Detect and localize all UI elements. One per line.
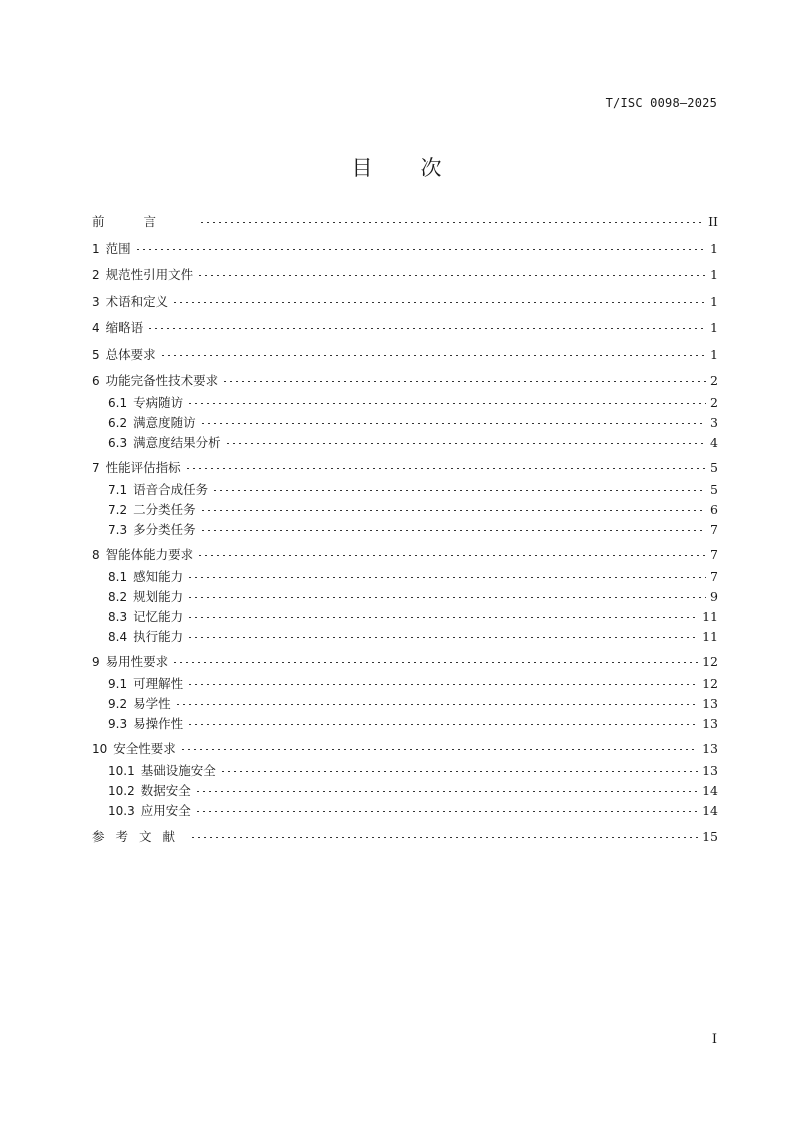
dot-leader (175, 704, 698, 705)
toc-entry[interactable] (108, 521, 718, 539)
toc-entry[interactable] (108, 715, 718, 733)
toc-entry[interactable] (92, 828, 718, 846)
toc-entry-page: 1 (710, 241, 718, 256)
dot-leader (135, 249, 706, 250)
toc-entry-label: 易操作性 (133, 716, 184, 731)
dot-leader (187, 597, 706, 598)
toc-entry[interactable] (92, 346, 718, 364)
toc-entry[interactable] (92, 372, 718, 390)
toc-entry[interactable] (108, 414, 718, 432)
toc-entry[interactable] (92, 459, 718, 477)
toc-entry-label: 应用安全 (140, 803, 191, 818)
dot-leader (195, 791, 698, 792)
toc-entry-page: 14 (702, 783, 718, 798)
toc-entry-number: 10.3 (108, 804, 135, 818)
toc-entry-number: 7 (92, 461, 100, 475)
toc-entry-number: 6 (92, 374, 100, 388)
toc-entry-page: 3 (710, 415, 718, 430)
dot-leader (190, 837, 698, 838)
toc-entry[interactable] (108, 394, 718, 412)
dot-leader (180, 749, 698, 750)
toc-entry[interactable] (108, 568, 718, 586)
toc-entry-number: 4 (92, 321, 100, 335)
toc-entry[interactable] (92, 266, 718, 284)
toc-entry-page: 1 (710, 267, 718, 282)
toc-entry-page: 4 (710, 435, 718, 450)
toc-entry-number: 6.1 (108, 396, 128, 410)
toc-entry-label: 总体要求 (105, 347, 156, 362)
toc-entry[interactable] (108, 675, 718, 693)
toc-entry-label: 功能完备性技术要求 (105, 373, 219, 388)
toc-entry-label: 满意度结果分析 (133, 435, 221, 450)
dot-leader (200, 530, 706, 531)
dot-leader (187, 684, 698, 685)
toc-entry-page: II (708, 214, 718, 229)
dot-leader (200, 510, 706, 511)
toc-entry-page: 7 (710, 547, 718, 562)
dot-leader (187, 637, 698, 638)
toc-entry-page: 12 (702, 654, 718, 669)
dot-leader (187, 617, 698, 618)
toc-entry-label: 二分类任务 (133, 502, 196, 517)
title-char-2: 次 (420, 156, 442, 180)
toc-entry[interactable] (108, 481, 718, 499)
toc-entry-number: 9.1 (108, 677, 128, 691)
toc-entry-number: 8.4 (108, 630, 128, 644)
toc-entry[interactable] (108, 628, 718, 646)
toc-entry-page: 5 (710, 460, 718, 475)
toc-entry[interactable] (92, 653, 718, 671)
toc-entry-page: 13 (702, 741, 718, 756)
toc-entry[interactable] (108, 802, 718, 820)
toc-entry-number: 8 (92, 548, 100, 562)
toc-entry-number: 10.1 (108, 764, 135, 778)
toc-entry-page: 13 (702, 716, 718, 731)
toc-entry[interactable] (92, 240, 718, 258)
toc-entry[interactable] (92, 293, 718, 311)
toc-entry-number: 6.3 (108, 436, 128, 450)
toc-entry-number: 7.3 (108, 523, 128, 537)
toc-entry-label: 记忆能力 (133, 609, 184, 624)
dot-leader (225, 443, 706, 444)
toc-entry-page: 9 (710, 589, 718, 604)
dot-leader (187, 577, 706, 578)
toc-entry-page: 7 (710, 569, 718, 584)
dot-leader (197, 275, 706, 276)
dot-leader (212, 490, 706, 491)
toc-entry-number: 8.3 (108, 610, 128, 624)
toc-entry[interactable] (108, 501, 718, 519)
toc-entry-label: 缩略语 (105, 320, 144, 335)
toc-entry-label: 多分类任务 (133, 522, 196, 537)
toc-entry-number: 9.3 (108, 717, 128, 731)
toc-entry-page: 7 (710, 522, 718, 537)
page-number: I (711, 1032, 717, 1047)
toc-entry[interactable] (108, 588, 718, 606)
toc-entry-number: 8.2 (108, 590, 128, 604)
dot-leader (195, 811, 698, 812)
toc-entry-label: 满意度随访 (133, 415, 196, 430)
document-code: T/ISC 0098—2025 (605, 96, 717, 110)
toc-entry-label: 规划能力 (133, 589, 184, 604)
dot-leader (222, 381, 706, 382)
toc-entry-number: 8.1 (108, 570, 128, 584)
toc-entry-number: 1 (92, 242, 100, 256)
toc-entry[interactable] (108, 608, 718, 626)
toc-entry-page: 12 (702, 676, 718, 691)
toc-entry-page: 5 (710, 482, 718, 497)
toc-entry[interactable] (92, 213, 718, 231)
toc-entry[interactable] (92, 546, 718, 564)
toc-entry-page: 2 (710, 395, 718, 410)
dot-leader (172, 302, 706, 303)
toc-entry[interactable] (92, 740, 718, 758)
dot-leader (160, 355, 706, 356)
toc-entry-label: 执行能力 (133, 629, 184, 644)
toc-entry-page: 14 (702, 803, 718, 818)
toc-entry-number: 3 (92, 295, 100, 309)
toc-entry-page: 1 (710, 294, 718, 309)
toc-entry-page: 13 (702, 763, 718, 778)
toc-entry-page: 11 (702, 609, 718, 624)
dot-leader (185, 468, 706, 469)
title-char-1: 目 (351, 156, 373, 180)
toc-entry-page: 13 (702, 696, 718, 711)
toc-entry-number: 9 (92, 655, 100, 669)
dot-leader (172, 662, 698, 663)
toc-entry-label: 易学性 (133, 696, 171, 711)
dot-leader (199, 222, 704, 223)
toc-entry-label: 数据安全 (140, 783, 191, 798)
toc-entry-number: 2 (92, 268, 100, 282)
toc-entry-label: 安全性要求 (113, 741, 176, 756)
toc-entry-label: 专病随访 (133, 395, 184, 410)
toc-entry-label: 前言 (92, 214, 196, 229)
toc-entry[interactable] (108, 434, 718, 452)
toc-entry-label: 语音合成任务 (133, 482, 209, 497)
toc-entry-page: 15 (702, 829, 718, 844)
toc-entry-page: 11 (702, 629, 718, 644)
toc-entry[interactable] (108, 762, 718, 780)
toc-entry[interactable] (92, 319, 718, 337)
toc-entry-number: 9.2 (108, 697, 128, 711)
dot-leader (147, 328, 706, 329)
toc-entry-page: 1 (710, 320, 718, 335)
toc-entry-page: 6 (710, 502, 718, 517)
toc-entry-label: 智能体能力要求 (105, 547, 194, 562)
toc-entry-label: 感知能力 (133, 569, 184, 584)
toc-entry-page: 1 (710, 347, 718, 362)
toc-entry-number: 10.2 (108, 784, 135, 798)
dot-leader (197, 555, 706, 556)
toc-entry-page: 2 (710, 373, 718, 388)
toc-entry-label: 术语和定义 (105, 294, 169, 309)
toc-entry-number: 7.1 (108, 483, 128, 497)
toc-entry-number: 5 (92, 348, 100, 362)
toc-entry-number: 7.2 (108, 503, 128, 517)
dot-leader (200, 423, 706, 424)
toc-entry-label: 可理解性 (133, 676, 184, 691)
toc-entry-label: 易用性要求 (105, 654, 169, 669)
toc-entry-label: 规范性引用文件 (105, 267, 194, 282)
toc-entry[interactable] (108, 695, 718, 713)
toc-entry-label: 性能评估指标 (105, 460, 181, 475)
dot-leader (187, 403, 706, 404)
table-of-contents (92, 0, 718, 1122)
toc-entry-label: 范围 (105, 241, 131, 256)
toc-entry[interactable] (108, 782, 718, 800)
toc-entry-number: 6.2 (108, 416, 128, 430)
toc-entry-label: 参考文献 (92, 829, 187, 844)
dot-leader (220, 771, 698, 772)
toc-entry-label: 基础设施安全 (140, 763, 216, 778)
toc-entry-number: 10 (92, 742, 108, 756)
dot-leader (187, 724, 698, 725)
